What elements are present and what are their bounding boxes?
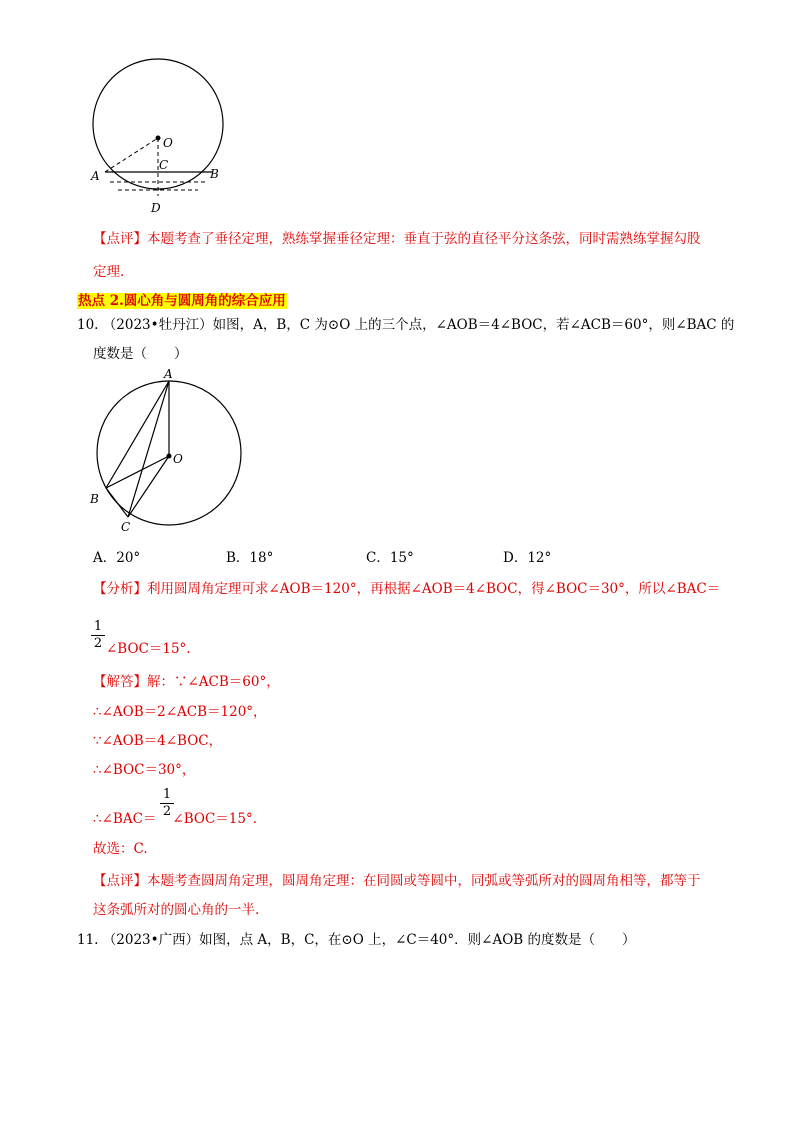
figure-2-label-o: O: [173, 452, 183, 466]
q10-option-b[interactable]: B．18°: [226, 550, 274, 566]
q10-text: 如图，A，B，C 为⊙O 上的三个点，∠AOB＝4∠BOC，若∠ACB＝60°，则∠BAC 的: [212, 317, 735, 333]
q10-analysis-text: 利用圆周角定理可求∠AOB＝120°，再根据∠AOB＝4∠BOC，得∠BOC＝30°，所以∠BAC＝: [147, 581, 721, 597]
q10-line-2: 度数是（ ）: [93, 346, 188, 362]
figure-1-label-b: B: [210, 167, 219, 181]
q10-review-tag: 【点评】: [93, 873, 147, 889]
figure-2-label-c: C: [121, 520, 131, 534]
review-1-line-2: 定理.: [93, 264, 125, 280]
q10-option-c[interactable]: C．15°: [366, 550, 414, 566]
q10-solution-step-3: ∴∠BOC＝30°，: [93, 762, 196, 778]
review-1-text: 本题考查了垂径定理，熟练掌握垂径定理：垂直于弦的直径平分这条弦，同时需熟练掌握勾股: [147, 231, 701, 247]
figure-2-line-ac: [128, 381, 169, 517]
hotspot-title: 热点 2.圆心角与圆周角的综合应用: [78, 293, 286, 309]
q11-line-1: [77, 930, 635, 950]
figure-1-label-c: C: [159, 158, 169, 172]
figure-1-label-o: O: [163, 136, 173, 150]
q10-solution-line-1: [93, 672, 280, 692]
figure-2-label-a: A: [164, 367, 173, 381]
figure-1-label-a: A: [91, 169, 100, 183]
q10-source: （2023•牡丹江）: [102, 317, 213, 333]
fraction-numerator: 1: [162, 787, 172, 802]
q10-option-a[interactable]: A．20°: [93, 550, 141, 566]
q10-analysis-fraction: [91, 620, 105, 651]
q11-number: 11.: [77, 932, 99, 948]
q10-solution-tag: 【解答】: [93, 674, 147, 690]
fraction-denominator: 2: [162, 804, 172, 819]
q11-source: （2023•广西）: [102, 932, 200, 948]
q10-solution-step-4: ∴∠BAC＝ ∠BOC＝15°.: [93, 811, 258, 827]
q10-analysis-tag: 【分析】: [93, 581, 147, 597]
q10-solution-step-2: ∵∠AOB＝4∠BOC，: [93, 733, 223, 749]
q10-solution-choice: 故选：C.: [93, 841, 148, 857]
fraction-numerator: 1: [93, 619, 103, 634]
q10-analysis-line-2: ∠BOC＝15°.: [106, 641, 191, 657]
q10-solution-lead: 解：∵∠ACB＝60°，: [147, 674, 280, 690]
figure-2-inscribed-angles: [0, 0, 800, 540]
fraction-denominator: 2: [93, 636, 103, 651]
q11-text: 如图，点 A，B，C，在⊙O 上，∠C＝40°．则∠AOB 的度数是（ ）: [199, 932, 636, 948]
q10-review-line-1: [93, 871, 701, 891]
q10-review-line-2: 这条弧所对的圆心角的一半.: [93, 902, 260, 918]
review-1-tag: 【点评】: [93, 231, 147, 247]
figure-2-center-dot: [167, 454, 172, 459]
q10-number: 10.: [77, 317, 99, 333]
q10-review-text: 本题考查圆周角定理，圆周角定理：在同圆或等圆中，同弧或等弧所对的圆周角相等，都等于: [147, 873, 701, 889]
q10-option-d[interactable]: D．12°: [503, 550, 552, 566]
q10-analysis-line-1: [93, 579, 720, 599]
figure-2-label-b: B: [90, 492, 99, 506]
figure-2-line-oc: [128, 456, 169, 517]
figure-2-line-bc: [106, 488, 128, 517]
figure-1-label-d: D: [151, 201, 161, 215]
q10-solution-step-1: ∴∠AOB＝2∠ACB＝120°，: [93, 704, 267, 720]
